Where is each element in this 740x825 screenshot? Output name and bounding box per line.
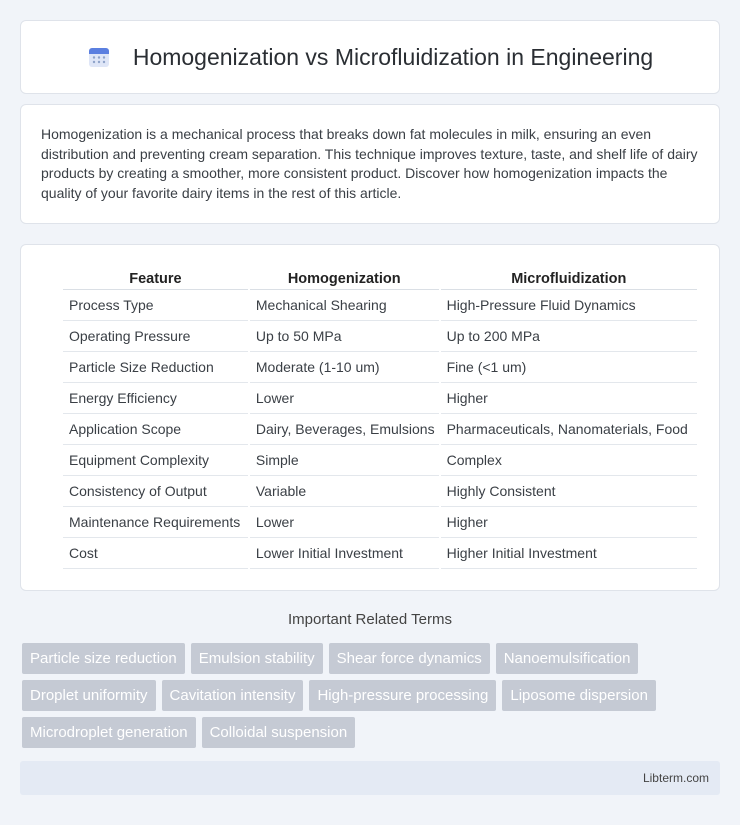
cell-feature: Operating Pressure <box>63 321 248 352</box>
table-row <box>63 476 697 507</box>
term-tag[interactable]: Cavitation intensity <box>162 680 304 711</box>
cell-feature: Particle Size Reduction <box>63 352 248 383</box>
cell-feature: Equipment Complexity <box>63 445 248 476</box>
term-tag[interactable]: Liposome dispersion <box>502 680 656 711</box>
term-tag[interactable]: High-pressure processing <box>309 680 496 711</box>
table-row <box>63 352 697 383</box>
term-tag[interactable]: Nanoemulsification <box>496 643 639 674</box>
cell-feature: Cost <box>63 538 248 569</box>
cell-microfluidization: Pharmaceuticals, Nanomaterials, Food <box>441 414 697 445</box>
calendar-icon <box>87 45 111 69</box>
cell-homogenization: Variable <box>250 476 439 507</box>
term-tag[interactable]: Emulsion stability <box>191 643 323 674</box>
cell-homogenization: Moderate (1-10 um) <box>250 352 439 383</box>
cell-homogenization: Mechanical Shearing <box>250 290 439 321</box>
title-card <box>20 20 720 94</box>
table-row <box>63 321 697 352</box>
term-tag[interactable]: Particle size reduction <box>22 643 185 674</box>
cell-microfluidization: Higher <box>441 383 697 414</box>
cell-microfluidization: Fine (<1 um) <box>441 352 697 383</box>
intro-card <box>20 104 720 224</box>
cell-homogenization: Simple <box>250 445 439 476</box>
cell-feature: Application Scope <box>63 414 248 445</box>
cell-feature: Maintenance Requirements <box>63 507 248 538</box>
table-row <box>63 383 697 414</box>
term-tag[interactable]: Microdroplet generation <box>22 717 196 748</box>
footer-site-link[interactable]: Libterm.com <box>642 771 709 785</box>
comparison-table <box>61 266 699 569</box>
related-terms-list <box>22 643 722 754</box>
table-row <box>63 507 697 538</box>
cell-microfluidization: Highly Consistent <box>441 476 697 507</box>
cell-homogenization: Lower <box>250 507 439 538</box>
table-row <box>63 445 697 476</box>
cell-feature: Consistency of Output <box>63 476 248 507</box>
cell-feature: Process Type <box>63 290 248 321</box>
term-tag[interactable]: Colloidal suspension <box>202 717 356 748</box>
header-feature: Feature <box>63 266 248 290</box>
term-tag[interactable]: Shear force dynamics <box>329 643 490 674</box>
cell-microfluidization: Up to 200 MPa <box>441 321 697 352</box>
header-homogenization: Homogenization <box>250 266 439 290</box>
cell-microfluidization: Higher <box>441 507 697 538</box>
cell-homogenization: Lower Initial Investment <box>250 538 439 569</box>
header-microfluidization: Microfluidization <box>441 266 697 290</box>
cell-microfluidization: Higher Initial Investment <box>441 538 697 569</box>
cell-microfluidization: High-Pressure Fluid Dynamics <box>441 290 697 321</box>
table-row <box>63 290 697 321</box>
cell-homogenization: Dairy, Beverages, Emulsions <box>250 414 439 445</box>
table-header-row <box>63 266 697 290</box>
cell-homogenization: Up to 50 MPa <box>250 321 439 352</box>
footer <box>20 761 720 795</box>
cell-microfluidization: Complex <box>441 445 697 476</box>
cell-feature: Energy Efficiency <box>63 383 248 414</box>
intro-text: Homogenization is a mechanical process that breaks down fat molecules in milk, ensuring an even distribution and preventing cream separation. This technique improves texture, taste, and shelf life of dairy products by creating a smoother, more consistent product. Discover how homogenization impacts the quality of your favorite dairy items in the rest of this article. <box>41 126 698 201</box>
cell-homogenization: Lower <box>250 383 439 414</box>
term-tag[interactable]: Droplet uniformity <box>22 680 156 711</box>
comparison-table-card <box>20 244 720 591</box>
table-row <box>63 538 697 569</box>
related-terms-title: Important Related Terms <box>288 611 452 628</box>
page-title: Homogenization vs Microfluidization in Engineering <box>132 43 654 70</box>
table-row <box>63 414 697 445</box>
